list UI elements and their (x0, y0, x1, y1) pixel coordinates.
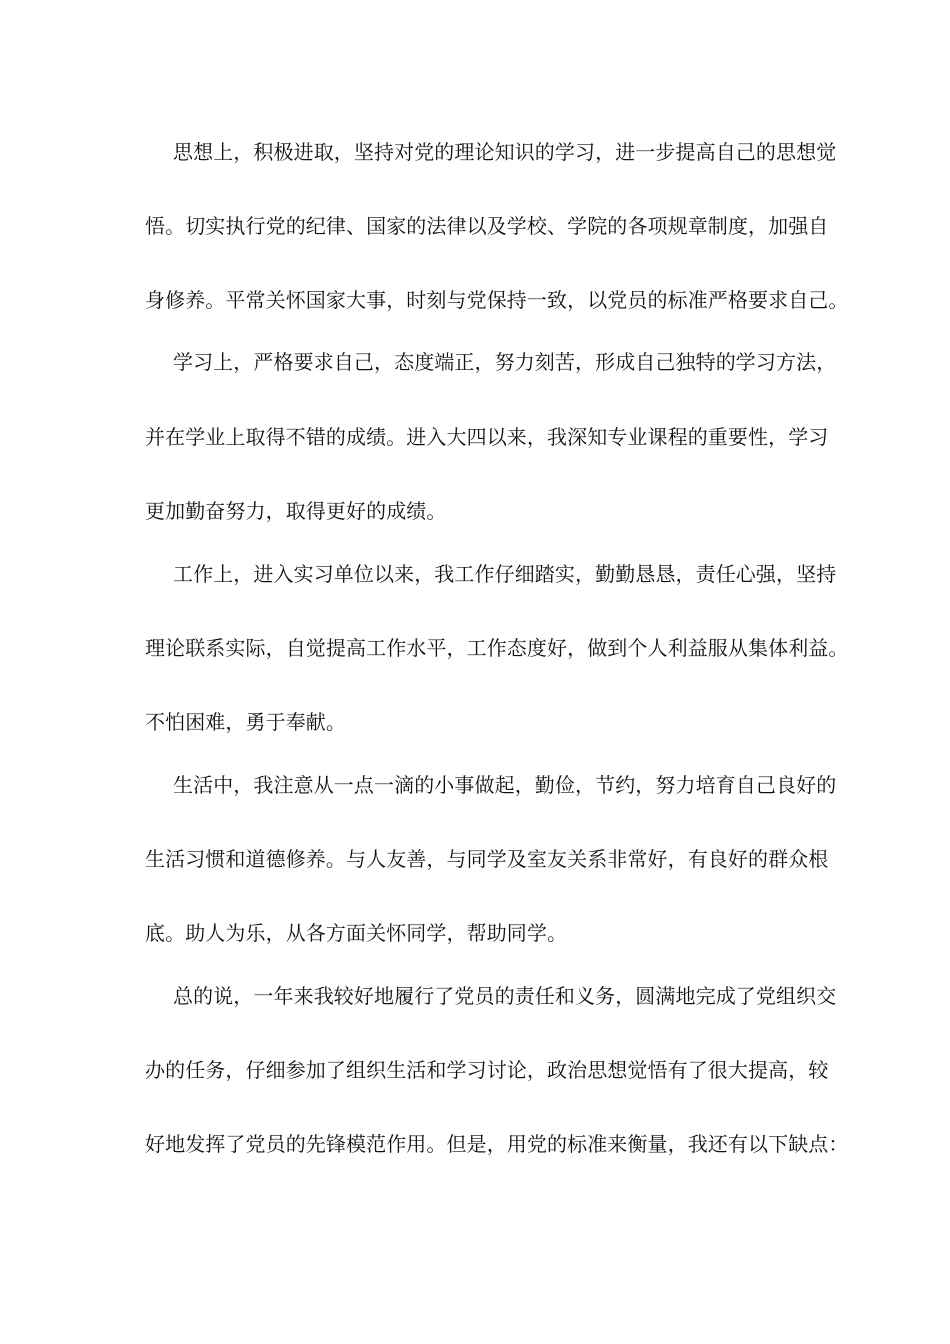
paragraph-work-line-1: 工作上，进入实习单位以来，我工作仔细踏实，勤勤恳恳，责任心强，坚持 (173, 562, 837, 586)
paragraph-study-line-3: 更加勤奋努力，取得更好的成绩。 (145, 499, 447, 523)
paragraph-life-line-3: 底。助人为乐，从各方面关怀同学，帮助同学。 (145, 921, 568, 945)
paragraph-life-line-2: 生活习惯和道德修养。与人友善，与同学及室友关系非常好，有良好的群众根 (145, 847, 829, 871)
paragraph-life-line-1: 生活中，我注意从一点一滴的小事做起，勤俭，节约，努力培育自己良好的 (173, 773, 837, 797)
paragraph-work-line-2: 理论联系实际，自觉提高工作水平，工作态度好，做到个人利益服从集体利益。 (145, 636, 849, 660)
paragraph-study-line-2: 并在学业上取得不错的成绩。进入大四以来，我深知专业课程的重要性，学习 (145, 425, 829, 449)
paragraph-work-line-3: 不怕困难，勇于奉献。 (145, 710, 346, 734)
paragraph-summary-line-3: 好地发挥了党员的先锋模范作用。但是，用党的标准来衡量，我还有以下缺点： (145, 1132, 849, 1156)
paragraph-thought-line-1: 思想上，积极进取，坚持对党的理论知识的学习，进一步提高自己的思想觉 (173, 140, 837, 164)
paragraph-summary-line-1: 总的说，一年来我较好地履行了党员的责任和义务，圆满地完成了党组织交 (173, 984, 837, 1008)
paragraph-thought-line-3: 身修养。平常关怀国家大事，时刻与党保持一致，以党员的标准严格要求自己。 (145, 288, 849, 312)
paragraph-study-line-1: 学习上，严格要求自己，态度端正，努力刻苦，形成自己独特的学习方法， (173, 350, 837, 374)
paragraph-summary-line-2: 办的任务，仔细参加了组织生活和学习讨论，政治思想觉悟有了很大提高，较 (145, 1058, 829, 1082)
paragraph-thought-line-2: 悟。切实执行党的纪律、国家的法律以及学校、学院的各项规章制度，加强自 (145, 214, 829, 238)
